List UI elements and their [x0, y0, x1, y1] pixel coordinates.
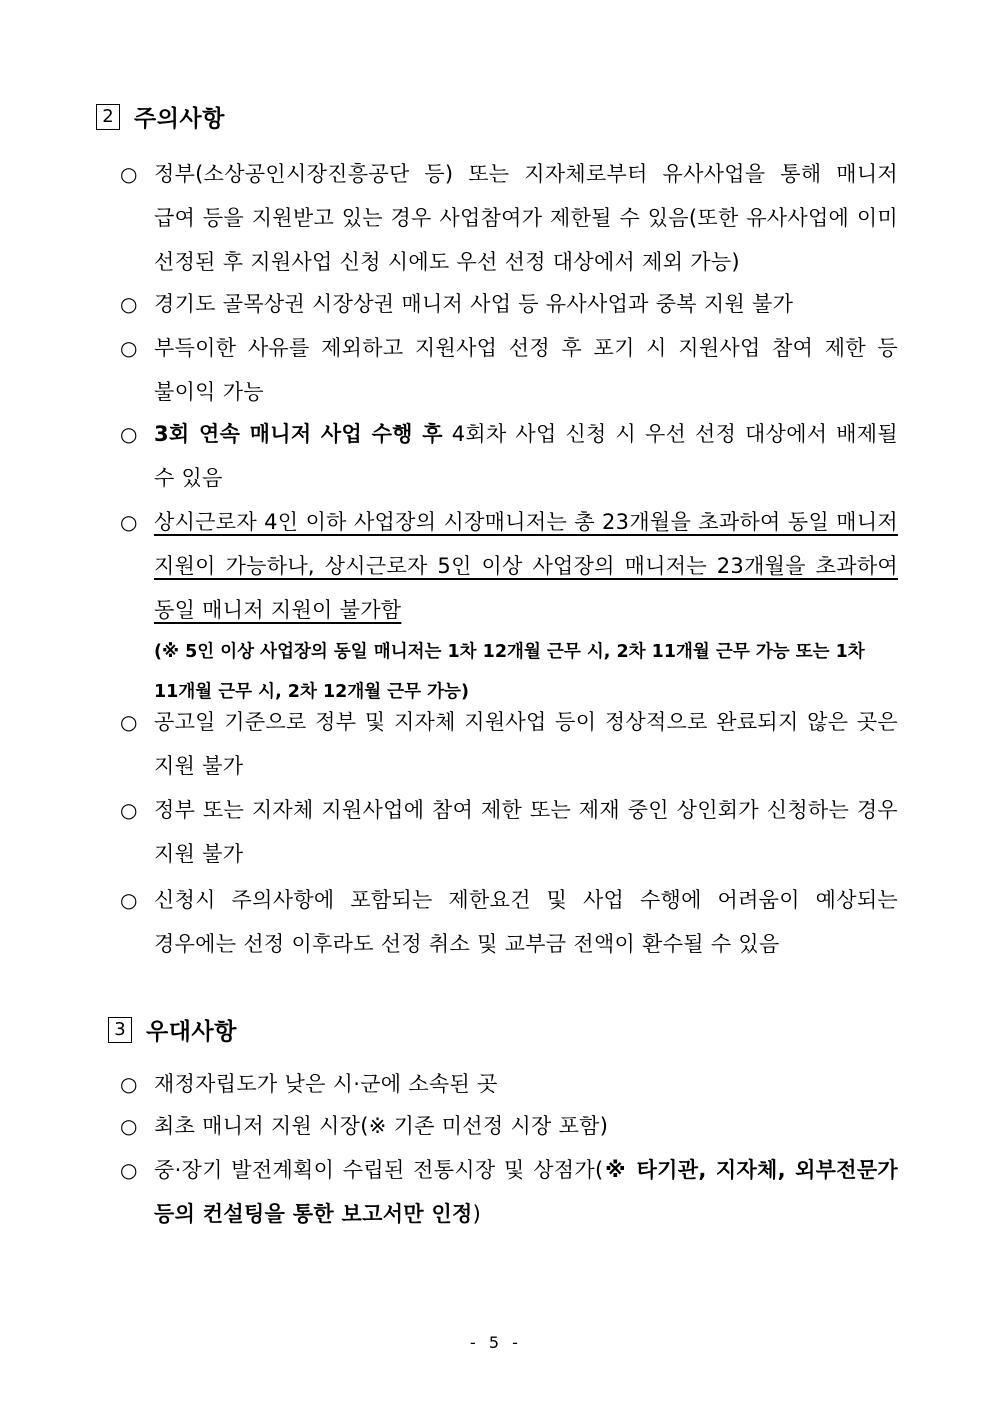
list-item: [120, 282, 898, 326]
list-item-text: 경기도 골목상권 시장상권 매니저 사업 등 유사사업과 중복 지원 불가: [154, 292, 794, 316]
list-item-text: [154, 1148, 898, 1236]
list-item-text: 최초 매니저 지원 시장(※ 기존 미선정 시장 포함): [154, 1114, 609, 1138]
list-item-text: 정부 또는 지자체 지원사업에 참여 제한 또는 제재 중인 상인회가 신청하는 경우 지원 불가: [154, 798, 898, 866]
list-item-text: 재정자립도가 낮은 시·군에 소속된 곳: [154, 1072, 498, 1096]
section-number-box: 3: [108, 1017, 132, 1043]
bullet-icon: ○: [120, 1072, 138, 1096]
bullet-icon: ○: [120, 1158, 138, 1182]
list-item-important: [120, 500, 898, 712]
list-item-text: 부득이한 사유를 제외하고 지원사업 선정 후 포기 시 지원사업 참여 제한 등 불이익 가능: [154, 336, 898, 404]
list-item: [120, 878, 898, 966]
list-item-text: [154, 412, 898, 500]
list-item: [120, 1104, 898, 1148]
bullet-icon: ○: [120, 162, 138, 186]
bullet-icon: ○: [120, 422, 138, 446]
list-item: [120, 152, 898, 284]
section-title: 주의사항: [134, 106, 225, 132]
page-number: - 5 -: [470, 1333, 522, 1352]
emphasis-text: 3회 연속 매니저 사업 수행 후: [154, 422, 443, 446]
list-item-text: 공고일 기준으로 정부 및 지자체 지원사업 등이 정상적으로 완료되지 않은 곳은 지원 불가: [154, 710, 898, 778]
list-item: [120, 1148, 898, 1236]
bullet-icon: ○: [120, 888, 138, 912]
list-item: [120, 700, 898, 788]
bullet-icon: ○: [120, 292, 138, 316]
bullet-icon: ○: [120, 510, 138, 534]
emphasis-text: ※ 타기관, 지자체, 외부전문가 등의 컨설팅을 통한 보고서만 인정: [154, 1158, 898, 1226]
list-item: [120, 788, 898, 876]
list-item: [120, 412, 898, 500]
plain-text: 중·장기 발전계획이 수립된 전통시장 및 상점가(: [154, 1158, 604, 1182]
section-title: 우대사항: [146, 1019, 237, 1045]
section-heading-cautions: [96, 100, 225, 133]
bullet-icon: ○: [120, 1114, 138, 1138]
underlined-text: 상시근로자 4인 이하 사업장의 시장매니저는 총 23개월을 초과하여 동일 매니저 지원이 가능하나, 상시근로자 5인 이상 사업장의 매니저는 23개월을 초과하여 동일 매니저 지원이 불가함: [154, 510, 898, 622]
list-item-text: 신청시 주의사항에 포함되는 제한요건 및 사업 수행에 어려움이 예상되는 경우에는 선정 이후라도 선정 취소 및 교부금 전액이 환수될 수 있음: [154, 888, 898, 956]
section-heading-preferences: [108, 1013, 237, 1046]
list-item: [120, 326, 898, 414]
section-number-box: 2: [96, 104, 120, 130]
bullet-icon: ○: [120, 798, 138, 822]
note-text: (※ 5인 이상 사업장의 동일 매니저는 1차 12개월 근무 시, 2차 11개월 근무 가능 또는 1차 11개월 근무 시, 2차 12개월 근무 가능): [154, 642, 865, 702]
plain-text: ): [472, 1202, 482, 1226]
bullet-icon: ○: [120, 710, 138, 734]
bullet-icon: ○: [120, 336, 138, 360]
plain-text: 4회차 사업 신청 시 우선 선정 대상에서 배제될 수 있음: [154, 422, 898, 490]
list-item: [120, 1062, 898, 1106]
list-item-text: [154, 500, 898, 632]
list-item-text: 정부(소상공인시장진흥공단 등) 또는 지자체로부터 유사사업을 통해 매니저 급여 등을 지원받고 있는 경우 사업참여가 제한될 수 있음(또한 유사사업에 이미 선정된 후 지원사업 신청 시에도 우선 선정 대상에서 제외 가능): [154, 162, 898, 274]
